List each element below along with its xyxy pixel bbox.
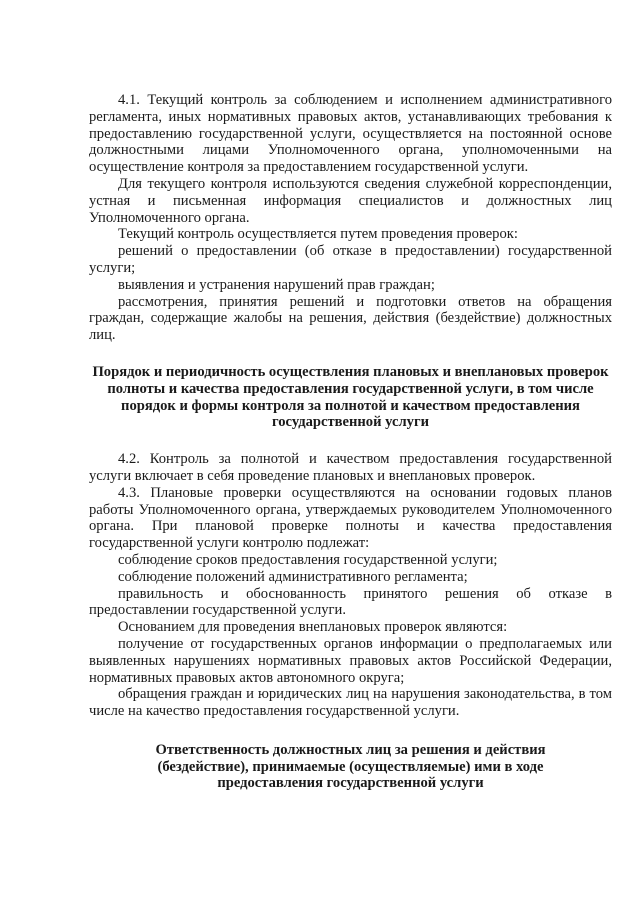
paragraph: Для текущего контроля используются сведения служебной корреспонденции, устная и письменная информация специалистов и должностных лиц Уполномоченного органа.	[89, 175, 612, 226]
list-item: правильность и обоснованность принятого решения об отказе в предоставлении государственной услуги.	[89, 585, 612, 619]
list-item: соблюдение положений административного регламента;	[118, 568, 468, 585]
paragraph-4-2: 4.2. Контроль за полнотой и качеством предоставления государственной услуги включает в себя проведение плановых и внеплановых проверок.	[89, 451, 612, 484]
section-4-2	[89, 451, 612, 720]
paragraph-4-3: 4.3. Плановые проверки осуществляются на основании годовых планов работы Уполномоченного органа, утверждаемых руководителем Уполномоченного органа. При плановой проверке полноты и качества предоставления государственной услуги контролю подлежат:	[89, 484, 612, 552]
section-heading: Ответственность должностных лиц за решения и действия (бездействие), принимаемые (осуществляемые) ими в ходе предоставления государственной услуги	[155, 741, 546, 792]
paragraph: Основанием для проведения внеплановых проверок являются:	[118, 619, 508, 636]
list-item: выявления и устранения нарушений прав граждан;	[118, 276, 435, 293]
paragraph-4-1: 4.1. Текущий контроль за соблюдением и исполнением административного регламента, иных нормативных правовых актов, устанавливающих требования к предоставлению государственной услуги, осуществляется на постоянной основе должностными лицами Уполномоченного органа, уполномоченными на осуществление контроля за предоставлением государственной услуги.	[89, 92, 612, 176]
list-item: обращения граждан и юридических лиц на нарушения законодательства, в том числе на качество предоставления государственной услуги.	[89, 686, 612, 720]
paragraph: Текущий контроль осуществляется путем проведения проверок:	[118, 226, 518, 243]
section-heading: Порядок и периодичность осуществления плановых и внеплановых проверок полноты и качества предоставления государственной услуги, в том числе порядок и формы контроля за полнотой и качеством предоставления государственной услуги	[92, 363, 609, 431]
list-item: соблюдение сроков предоставления государственной услуги;	[118, 551, 498, 568]
list-item: решений о предоставлении (об отказе в предоставлении) государственной услуги;	[89, 243, 612, 276]
list-item: рассмотрения, принятия решений и подготовки ответов на обращения граждан, содержащие жалобы на решения, действия (бездействие) должностных лиц.	[89, 293, 612, 344]
section-4-1	[89, 92, 612, 344]
list-item: получение от государственных органов информации о предполагаемых или выявленных нарушениях нормативных правовых актов Российской Федерации, нормативных правовых актов автономного округа;	[89, 635, 612, 686]
